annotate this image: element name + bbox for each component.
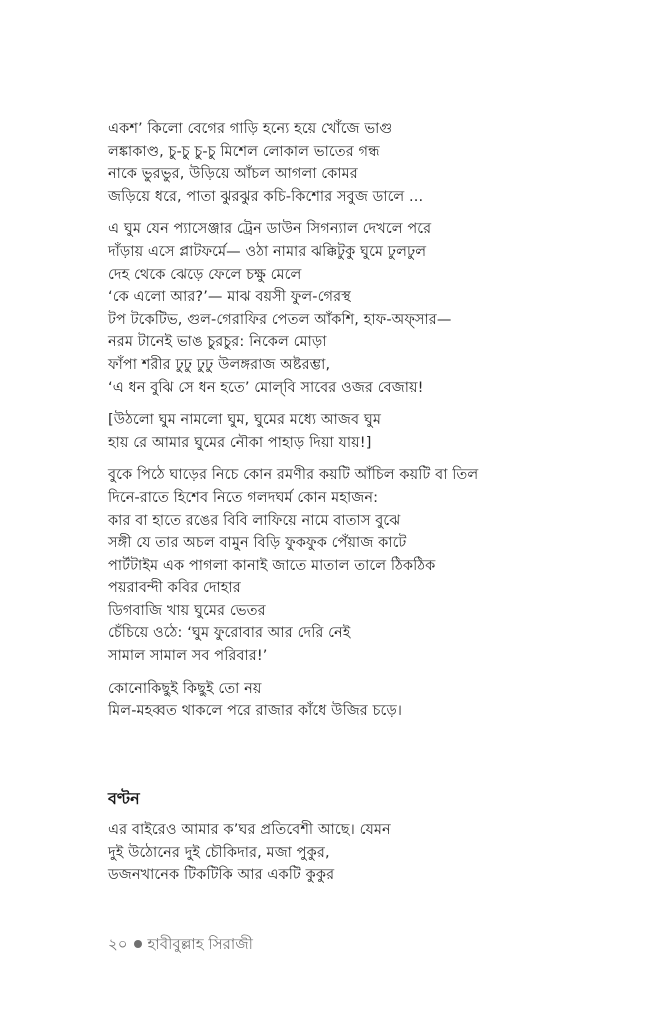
poem-line: বুকে পিঠে ঘাড়ের নিচে কোন রমণীর কয়টি আঁচিল কয়টি বা তিল [108, 467, 479, 484]
poem-line: এ ঘুম যেন প্যাসেঞ্জার ট্রেন ডাউন সিগন্যাল দেখলে পরে [108, 221, 432, 238]
poem-line: কোনোকিছুই কিছুই তো নয় [108, 680, 262, 697]
poem-line: দাঁড়ায় এসে প্লাটফর্মে— ওঠা নামার ঝক্কিটুকু ঘুমে ঢুলঢুল [108, 243, 427, 260]
poem-line: ফাঁপা শরীর ঢুঢু ঢুঢু উলঙ্গরাজ অষ্টরম্ভা, [108, 356, 331, 373]
poem-line: ডিগবাজি খায় ঘুমের ভেতর [108, 602, 266, 619]
stanza-5 [108, 678, 608, 723]
poem-body [108, 118, 608, 733]
stanza-4 [108, 464, 608, 667]
poem-line: টপ টকেটিভ, গুল-গেরাফির পেতল আঁকশি, হাফ-অফ্‌সার— [108, 311, 452, 328]
poem-line: ডজনখানেক টিকটিকি আর একটি কুকুর [108, 867, 335, 884]
poem-line: দুই উঠোনের দুই চৌকিদার, মজা পুকুর, [108, 844, 330, 861]
poem-line: পয়রাবন্দী কবির দোহার [108, 580, 241, 597]
poem-line: ‘এ ধন বুঝি সে ধন হতে’ মোল্‌বি সাবের ওজর বেজায়! [108, 379, 424, 396]
poem-line: লঙ্কাকাণ্ড, চু-চু চু-চু মিশেল লোকাল ভাতের গন্ধ [108, 143, 380, 160]
bullet-dot-icon [134, 940, 142, 948]
section-body [108, 819, 608, 887]
stanza-3 [108, 409, 608, 454]
poem-line: সামাল সামাল সব পরিবার!’ [108, 648, 268, 665]
poem-line: দেহ থেকে ঝেড়ে ফেলে চক্ষু মেলে [108, 266, 302, 283]
author-name: হাবীবুল্লাহ সিরাজী [147, 935, 253, 953]
page-footer [108, 933, 253, 958]
poem-line: সঙ্গী যে তার অচল বামুন বিড়ি ফুকফুক পেঁয়াজ কাটে [108, 535, 407, 552]
section-title: বণ্টন [108, 789, 140, 808]
poem-line: নরম টানেই ভাঙ চুরচুর: নিকেল মোড়া [108, 334, 327, 351]
poem-line: মিল-মহব্বত থাকলে পরে রাজার কাঁধে উজির চড়ে। [108, 703, 403, 720]
poem-line: কার বা হাতে রঙের বিবি লাফিয়ে নামে বাতাস বুঝে [108, 512, 401, 529]
poem-line: নাকে ভুরভুর, উড়িয়ে আঁচল আগলা কোমর [108, 166, 358, 183]
poem-line: জড়িয়ে ধরে, পাতা ঝুরঝুর কচি-কিশোর সবুজ ডালে ... [108, 188, 424, 205]
stanza-2 [108, 218, 608, 399]
poem-line: [উঠলো ঘুম নামলো ঘুম, ঘুমের মধ্যে আজব ঘুম [108, 412, 382, 429]
stanza-1 [108, 118, 608, 208]
poem-line: এর বাইরেও আমার ক’ঘর প্রতিবেশী আছে। যেমন [108, 822, 391, 838]
poem-line: হায় রে আমার ঘুমের নৌকা পাহাড় দিয়া যায়!] [108, 434, 372, 451]
page-number: ২০ [108, 935, 128, 953]
poem-line: ‘কে এলো আর?’— মাঝ বয়সী ফুল-গেরস্থ [108, 289, 351, 306]
poem-line: একশ’ কিলো বেগের গাড়ি হন্যে হয়ে খোঁজে ভাগু [108, 121, 393, 137]
poem-line: পার্টটাইম এক পাগলা কানাই জাতে মাতাল তালে ঠিকঠিক [108, 557, 436, 574]
poem-line: দিনে-রাতে হিশেব নিতে গলদঘর্ম কোন মহাজন: [108, 489, 379, 506]
poem-line: চেঁচিয়ে ওঠে: ‘ঘুম ফুরোবার আর দেরি নেই [108, 625, 351, 642]
